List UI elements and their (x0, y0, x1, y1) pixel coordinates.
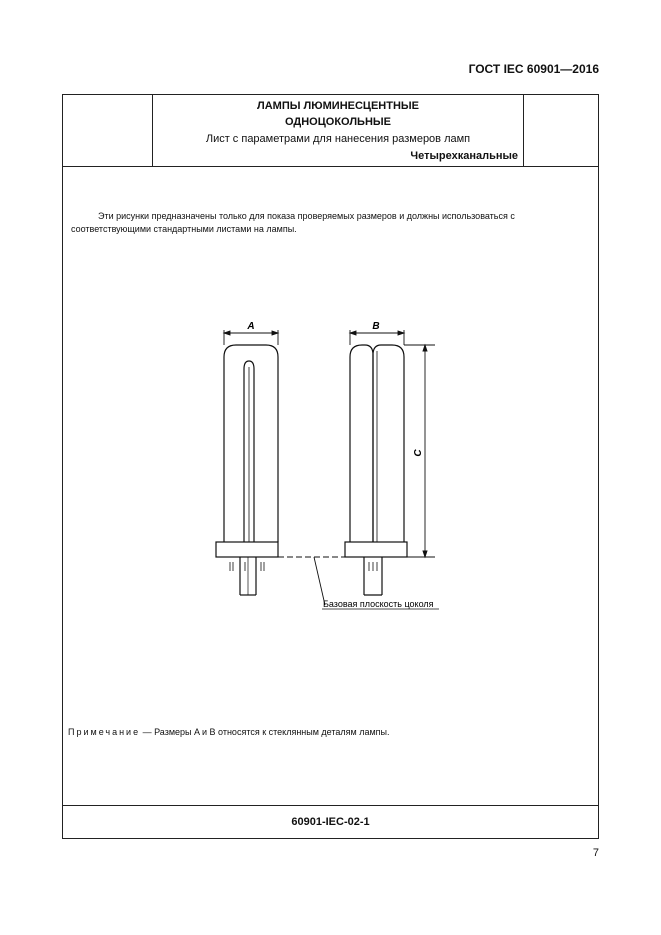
dim-c-label: C (413, 449, 424, 457)
sheet-code: 60901-IEC-02-1 (291, 816, 370, 828)
document-frame (62, 94, 599, 839)
base-plane-leader (314, 557, 325, 605)
footer-block (63, 805, 598, 840)
page-number: 7 (592, 847, 599, 859)
base-plane-label: Базовая плоскость цоколя (323, 599, 434, 609)
note (68, 727, 390, 737)
intro-paragraph: Эти рисунки предназначены только для показа проверяемых размеров и должны использоваться с соответствующими стандартными листами на лампы. (71, 211, 515, 234)
lamp-right-drawing (345, 345, 407, 595)
lamp-left-drawing (216, 345, 278, 595)
note-label: Примечание (68, 727, 141, 737)
dim-a-label: A (247, 321, 255, 332)
standard-number: ГОСТ IEC 60901—2016 (468, 62, 599, 76)
dim-b-label: B (372, 321, 380, 332)
title-line-1: ЛАМПЫ ЛЮМИНЕСЦЕНТНЫЕ (257, 100, 419, 112)
lamp-type: Четырехканальные (410, 150, 518, 162)
dim-a-lines (224, 330, 278, 345)
dim-b-lines (350, 330, 404, 345)
subtitle: Лист с параметрами для нанесения размеров ламп (205, 133, 471, 145)
title-line-2: ОДНОЦОКОЛЬНЫЕ (284, 116, 391, 128)
note-text: — Размеры A и B относятся к стеклянным деталям лампы. (140, 727, 390, 737)
